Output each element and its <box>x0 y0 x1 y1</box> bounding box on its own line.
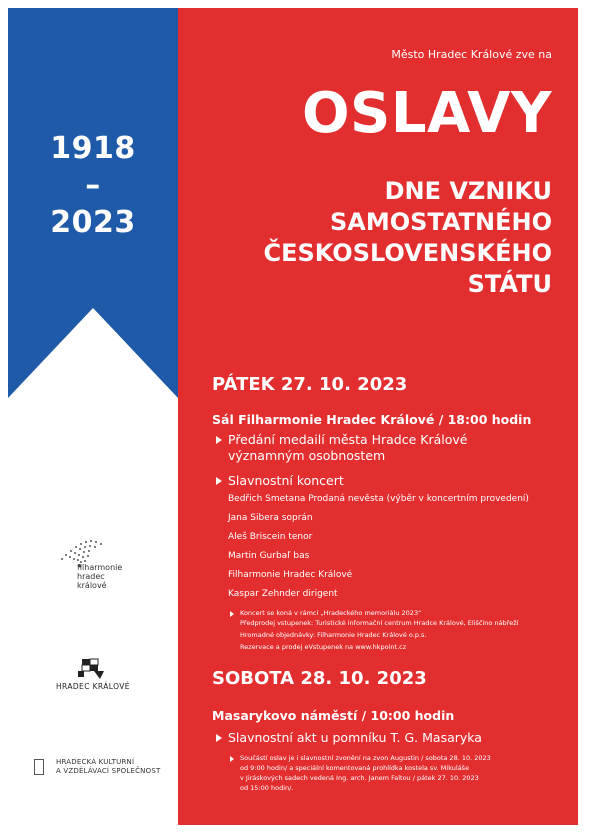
logo-line: HRADECKÁ KULTURNÍ <box>56 758 135 766</box>
bullet-icon <box>230 756 234 762</box>
performer: Aleš Briscein tenor <box>228 532 313 542</box>
subtitle-line: SAMOSTATNÉHO <box>330 208 552 236</box>
bullet-icon <box>230 611 234 617</box>
invite-text: Město Hradec Králové zve na <box>391 48 552 61</box>
hkvs-logo-icon <box>34 759 44 775</box>
performer: Jana Sibera soprán <box>228 513 313 523</box>
subtitle-line: STÁTU <box>467 270 552 298</box>
item-line: Předání medailí města Hradce Králové <box>228 432 468 447</box>
saturday-venue: Masarykovo náměstí / 10:00 hodin <box>212 708 455 723</box>
bullet-icon <box>216 734 222 742</box>
item-line: Slavnostní akt u pomníku T. G. Masaryka <box>228 730 482 745</box>
saturday-notes <box>212 754 572 793</box>
note-line: Hromadné objednávky: Filharmonie Hradec Králové o.p.s. <box>240 631 427 639</box>
logo-line: hradec <box>77 572 105 581</box>
year-start: 1918 <box>50 131 136 166</box>
logo-line: králové <box>77 581 107 590</box>
performer: Kaspar Zehnder dirigent <box>228 589 338 599</box>
bullet-icon <box>216 436 222 444</box>
note-line: od 9:00 hodin/ a speciální komentovaná prohlídka kostela sv. Mikuláše <box>240 764 470 772</box>
hradec-kralove-logo-text: HRADEC KRÁLOVÉ <box>56 682 130 691</box>
program <box>212 372 572 793</box>
filharmonie-logo-text <box>77 563 122 590</box>
friday-heading: PÁTEK 27. 10. 2023 <box>212 374 408 395</box>
bullet-icon <box>216 477 222 485</box>
note-line: Rezervace a prodej eVstupenek na www.hkpoint.cz <box>240 643 407 651</box>
item-line: Slavnostní koncert <box>228 473 344 488</box>
performer: Filharmonie Hradec Králové <box>228 570 353 580</box>
years-label <box>8 130 178 241</box>
note-line: v Jiráskových sadech vedená Ing. arch. Janem Faltou / pátek 27. 10. 2023 <box>240 774 479 782</box>
performer: Martin Gurbaľ bas <box>228 551 310 561</box>
note-line: od 15:00 hodin/. <box>240 784 294 792</box>
year-dash: – <box>85 168 101 203</box>
subtitle-line: DNE VZNIKU <box>384 177 552 205</box>
note-line: Koncert se koná v rámci „Hradeckého memoriálu 2023“ <box>240 609 422 617</box>
note-line: Předprodej vstupenek: Turistické informační centrum Hradce Králové, Eliščino nábřeží <box>240 619 519 627</box>
item-line: významným osobnostem <box>228 448 386 463</box>
logo-line: filharmonie <box>77 563 123 572</box>
saturday-heading: SOBOTA 28. 10. 2023 <box>212 668 427 689</box>
friday-notes <box>212 609 572 652</box>
year-end: 2023 <box>50 205 136 240</box>
saturday-item-ceremony <box>212 730 572 746</box>
logo-line: A VZDĚLÁVACÍ SPOLEČNOST <box>56 767 161 775</box>
hkvs-logo-text <box>56 758 160 776</box>
performer: Bedřich Smetana Prodaná nevěsta (výběr v koncertním provedení) <box>228 494 529 504</box>
friday-venue: Sál Filharmonie Hradec Králové / 18:00 hodin <box>212 412 532 427</box>
hradec-kralove-logo-icon <box>60 657 130 681</box>
friday-item-concert <box>212 473 572 489</box>
friday-item-medals <box>212 432 572 464</box>
main-title: OSLAVY <box>301 81 552 146</box>
subtitle <box>192 176 552 300</box>
note-line: Součástí oslav je i slavnostní zvonění na zvon Augustin / sobota 28. 10. 2023 <box>240 754 491 762</box>
subtitle-line: ČESKOSLOVENSKÉHO <box>263 239 552 267</box>
